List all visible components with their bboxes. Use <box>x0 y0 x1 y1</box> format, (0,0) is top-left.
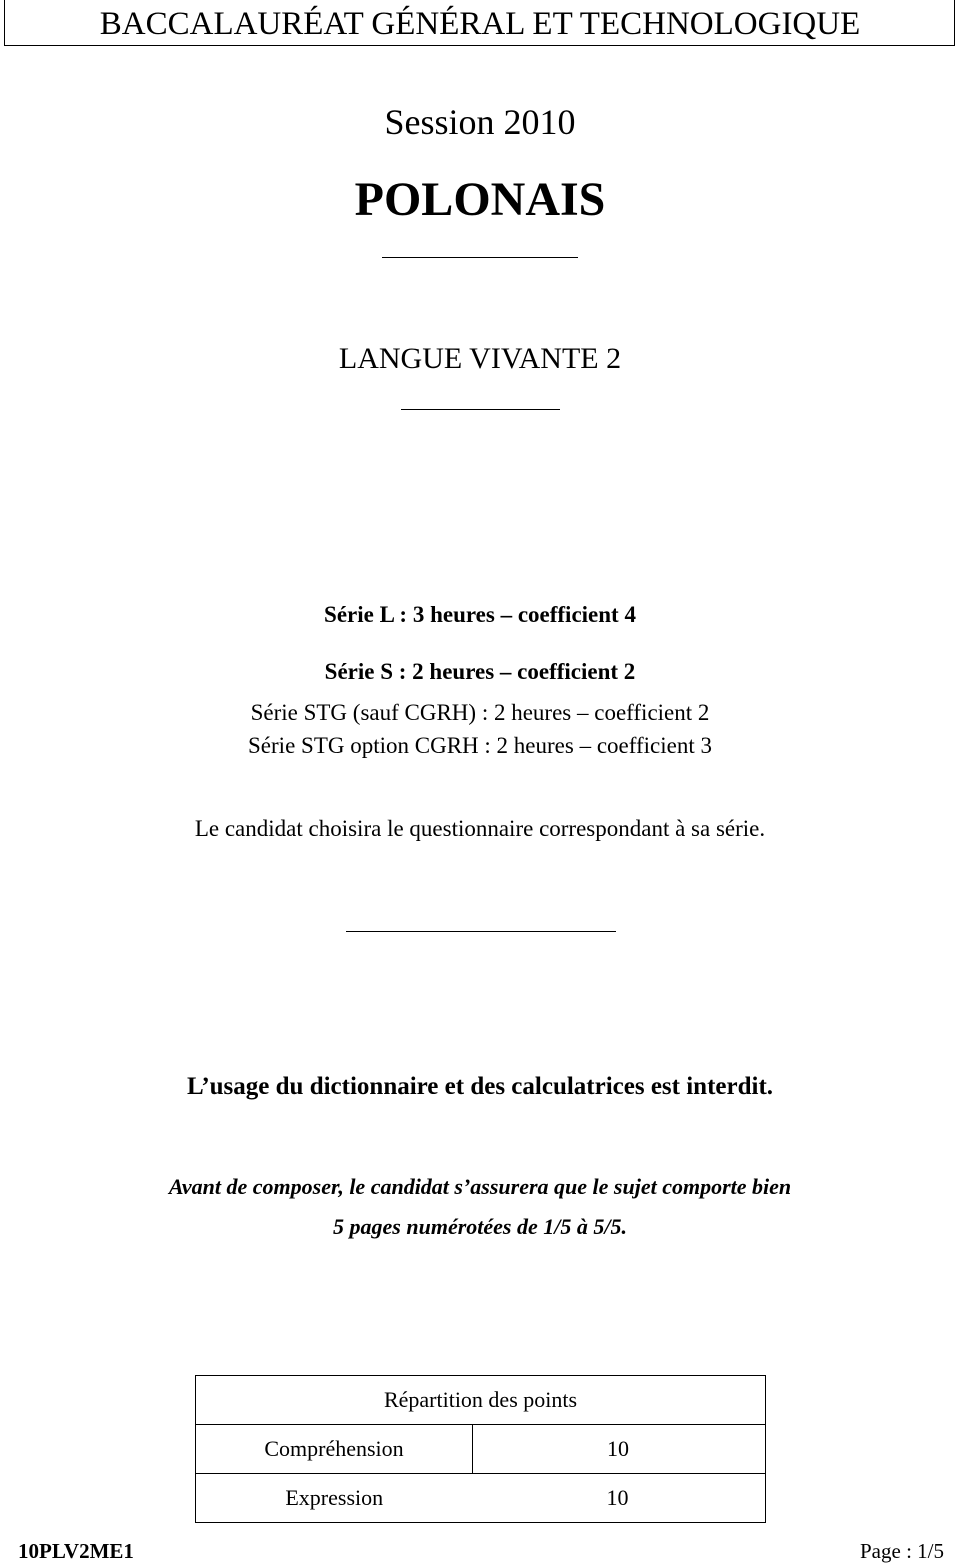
divider <box>382 257 578 258</box>
serie-s-line: Série S : 2 heures – coefficient 2 <box>324 659 636 684</box>
subject-title: POLONAIS <box>354 173 606 226</box>
table-header-cell: Répartition des points <box>196 1376 766 1425</box>
dictionary-note: L’usage du dictionnaire et des calculatrices est interdit. <box>186 1073 774 1100</box>
footer-page-number: Page : 1/5 <box>860 1539 944 1563</box>
table-cell-label: Compréhension <box>196 1425 473 1474</box>
footer-code: 10PLV2ME1 <box>18 1539 134 1563</box>
candidat-note: Le candidat choisira le questionnaire correspondant à sa série. <box>194 816 766 841</box>
table-cell-value: 10 <box>473 1425 766 1474</box>
table-cell-value: 10 <box>473 1474 766 1523</box>
table-row <box>196 1425 766 1474</box>
langue-label: LANGUE VIVANTE 2 <box>338 342 622 375</box>
serie-stg-cgrh-line: Série STG option CGRH : 2 heures – coefficient 3 <box>248 733 712 758</box>
table-row <box>196 1474 766 1523</box>
serie-l-line: Série L : 3 heures – coefficient 4 <box>324 602 636 627</box>
divider <box>346 931 616 932</box>
points-table <box>195 1375 766 1523</box>
table-header-row <box>196 1376 766 1425</box>
divider <box>401 409 560 410</box>
session-label: Session 2010 <box>384 102 576 142</box>
table-cell-label: Expression <box>196 1474 473 1523</box>
instructions-line-2: 5 pages numérotées de 1/5 à 5/5. <box>333 1214 627 1239</box>
exam-title: BACCALAURÉAT GÉNÉRAL ET TECHNOLOGIQUE <box>99 6 861 42</box>
serie-stg-line: Série STG (sauf CGRH) : 2 heures – coefficient 2 <box>250 700 710 725</box>
instructions-line-1: Avant de composer, le candidat s’assurera que le sujet comporte bien <box>168 1174 792 1199</box>
